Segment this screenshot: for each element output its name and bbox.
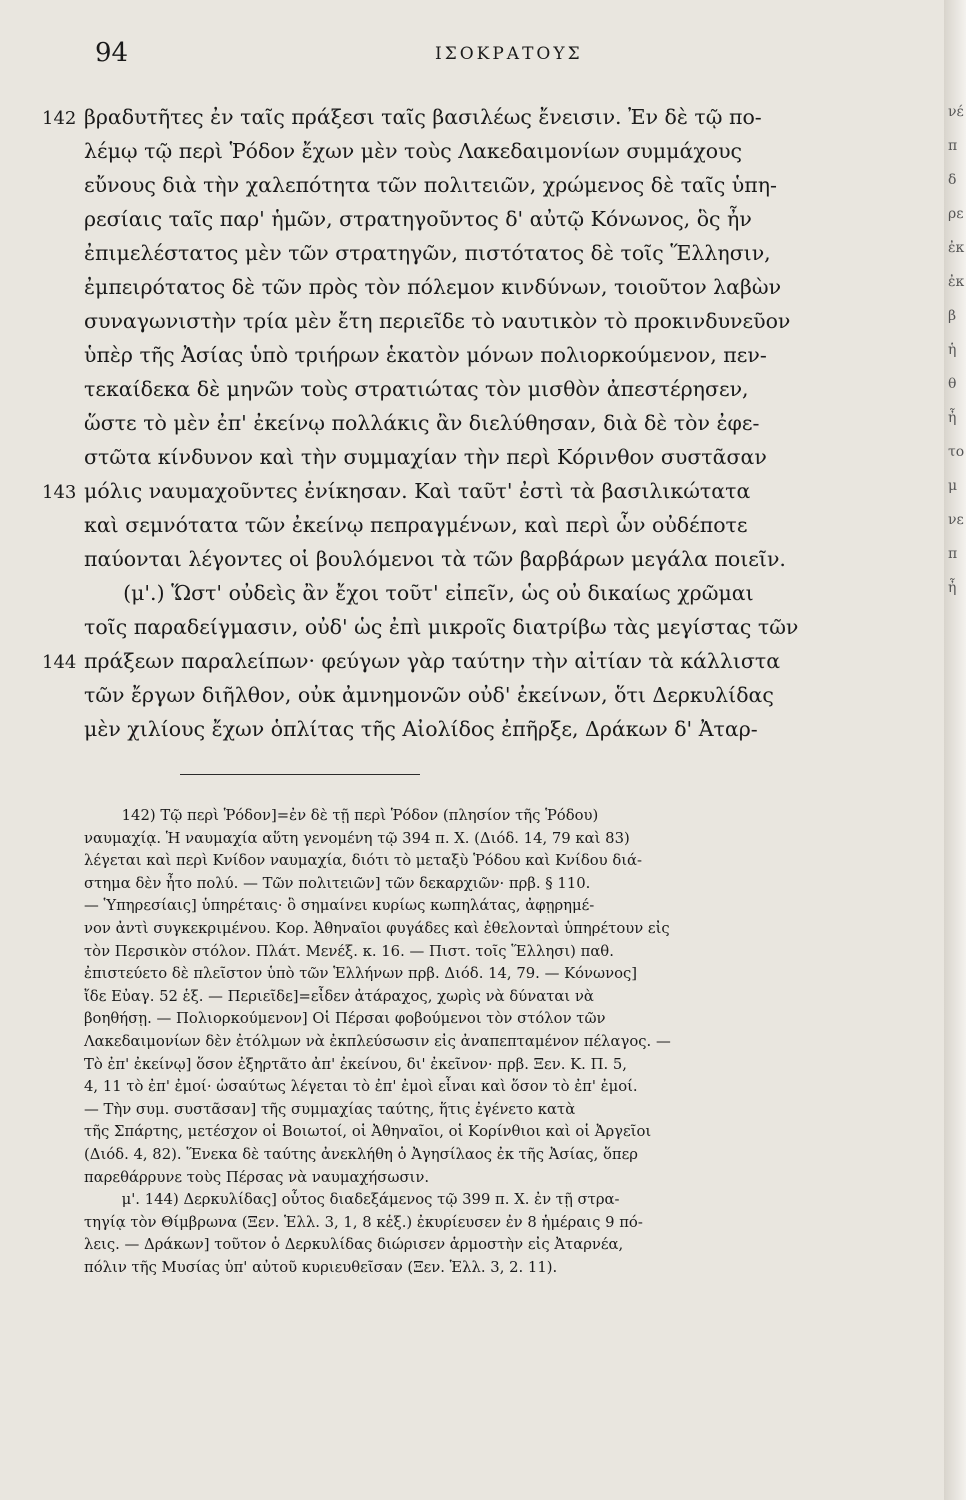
line-text: τῶν ἔργων διῆλθον, οὐκ ἀμνημονῶν οὐδ' ἐκείνων, ὅτι Δερκυλίδας (84, 683, 774, 707)
footnotes (84, 805, 909, 1279)
section-number: 143 (42, 482, 77, 503)
footnote-line: λεις. — Δράκων] τοῦτον ὁ Δερκυλίδας διώρισεν ἁρμοστὴν εἰς Ἀταρνέα, (84, 1236, 624, 1254)
line-text: μόλις ναυμαχοῦντες ἐνίκησαν. Καὶ ταῦτ' ἐστὶ τὰ βασιλικώτατα (84, 479, 751, 503)
text-line (84, 168, 909, 202)
line-text: τεκαίδεκα δὲ μηνῶν τοὺς στρατιώτας τὸν μισθὸν ἀπεστέρησεν, (84, 377, 749, 401)
text-line (84, 338, 909, 372)
text-line (84, 712, 909, 746)
line-text: ἐπιμελέστατος μὲν τῶν στρατηγῶν, πιστότατος δὲ τοῖς Ἕλλησιν, (84, 241, 771, 265)
section-number: 142 (42, 108, 77, 129)
section-number: 144 (42, 652, 77, 673)
facing-page-glyphs: νέ π δ ρε ἐκ ἐκ β ἡ θ ἦ το μ νε π ἦ (948, 104, 965, 596)
line-text: καὶ σεμνότατα τῶν ἐκείνῳ πεπραγμένων, καὶ περὶ ὧν οὐδέποτε (84, 513, 748, 537)
text-line (84, 576, 909, 610)
page-number: 94 (95, 38, 129, 68)
footnote-line: τὸν Περσικὸν στόλον. Πλάτ. Μενέξ. κ. 16. — Πιστ. τοῖς Ἕλλησι) παθ. (84, 942, 614, 960)
footnote-line: 4, 11 τὸ ἐπ' ἐμοί· ὡσαύτως λέγεται τὸ ἐπ' ἐμοὶ εἶναι καὶ ὅσον τὸ ἐπ' ἐμοί. (84, 1078, 638, 1096)
footnote-line: πόλιν τῆς Μυσίας ὑπ' αὐτοῦ κυριευθεῖσαν (Ξεν. Ἑλλ. 3, 2. 11). (84, 1258, 558, 1276)
line-text: λέμῳ τῷ περὶ Ῥόδον ἔχων μὲν τοὺς Λακεδαιμονίων συμμάχους (84, 139, 743, 163)
text-line (84, 610, 909, 644)
main-text (42, 100, 909, 746)
line-text: εὔνους διὰ τὴν χαλεπότητα τῶν πολιτειῶν, χρώμενος δὲ ταῖς ὑπη- (84, 173, 777, 197)
footnote-line: μ'. 144) Δερκυλίδας] οὗτος διαδεξάμενος τῷ 399 π. Χ. ἐν τῇ στρα- (84, 1191, 620, 1209)
footnote-line: Λακεδαιμονίων δὲν ἐτόλμων νὰ ἐκπλεύσωσιν εἰς ἀναπεπταμένον πέλαγος. — (84, 1032, 671, 1050)
page-header (95, 38, 875, 78)
line-text: ἐμπειρότατος δὲ τῶν πρὸς τὸν πόλεμον κινδύνων, τοιοῦτον λαβὼν (84, 275, 782, 299)
facing-page-edge (944, 0, 966, 1500)
text-line (84, 270, 909, 304)
line-text: (μ'.) Ὥστ' οὐδεὶς ἂν ἔχοι τοῦτ' εἰπεῖν, ὡς οὐ δικαίως χρῶμαι (84, 581, 754, 605)
footnote-line: νον ἀντὶ συγκεκριμένου. Κορ. Ἀθηναῖοι φυγάδες καὶ ἐθελονταὶ ὑπηρέτουν εἰς (84, 919, 670, 937)
footnote-line: ναυμαχίᾳ. Ἡ ναυμαχία αὕτη γενομένη τῷ 394 π. Χ. (Διόδ. 14, 79 καὶ 83) (84, 829, 630, 847)
text-line (42, 474, 909, 508)
footnote-line: ἴδε Εὐαγ. 52 ἑξ. — Περιεῖδε]=εἶδεν ἀτάραχος, χωρὶς νὰ δύναται νὰ (84, 987, 594, 1005)
line-text: βραδυτῆτες ἐν ταῖς πράξεσι ταῖς βασιλέως ἔνεισιν. Ἐν δὲ τῷ πο- (84, 105, 762, 129)
line-text: συναγωνιστὴν τρία μὲν ἔτη περιεῖδε τὸ ναυτικὸν τὸ προκινδυνεῦον (84, 309, 791, 333)
text-line (84, 134, 909, 168)
text-line (42, 100, 909, 134)
text-line (84, 678, 909, 712)
line-text: τοῖς παραδείγμασιν, οὐδ' ὡς ἐπὶ μικροῖς διατρίβω τὰς μεγίστας τῶν (84, 615, 799, 639)
line-text: ὥστε τὸ μὲν ἐπ' ἐκείνῳ πολλάκις ἂν διελύθησαν, διὰ δὲ τὸν ἐφε- (84, 411, 760, 435)
footnote-line: — Ὑπηρεσίαις] ὑπηρέταις· ὃ σημαίνει κυρίως κωπηλάτας, ἀφῃρημέ- (84, 897, 595, 915)
footnote-line: τῆς Σπάρτης, μετέσχον οἱ Βοιωτοί, οἱ Ἀθηναῖοι, οἱ Κορίνθιοι καὶ οἱ Ἀργεῖοι (84, 1123, 652, 1141)
line-text: πράξεων παραλείπων· φεύγων γὰρ ταύτην τὴν αἰτίαν τὰ κάλλιστα (84, 649, 781, 673)
text-line (84, 202, 909, 236)
footnote-line: παρεθάρρυνε τοὺς Πέρσας νὰ ναυμαχήσωσιν. (84, 1168, 430, 1186)
text-line (84, 542, 909, 576)
line-text: ὑπὲρ τῆς Ἀσίας ὑπὸ τριήρων ἑκατὸν μόνων πολιορκούμενον, πεν- (84, 343, 767, 367)
footnote-line: τηγίᾳ τὸν Θίμβρωνα (Ξεν. Ἑλλ. 3, 1, 8 κἑξ.) ἐκυρίευσεν ἐν 8 ἡμέραις 9 πό- (84, 1213, 643, 1231)
line-text: ρεσίαις ταῖς παρ' ἡμῶν, στρατηγοῦντος δ' αὐτῷ Κόνωνος, ὃς ἦν (84, 207, 752, 231)
footnote-rule (180, 774, 420, 775)
line-text: στῶτα κίνδυνον καὶ τὴν συμμαχίαν τὴν περὶ Κόρινθον συστᾶσαν (84, 445, 767, 469)
footnote-line: λέγεται καὶ περὶ Κνίδον ναυμαχία, διότι τὸ μεταξὺ Ῥόδου καὶ Κνίδου διά- (84, 852, 643, 870)
text-line (84, 406, 909, 440)
footnote-line: (Διόδ. 4, 82). Ἕνεκα δὲ ταύτης ἀνεκλήθη ὁ Ἀγησίλαος ἐκ τῆς Ἀσίας, ὅπερ (84, 1145, 639, 1163)
footnote-line: — Τὴν συμ. συστᾶσαν] τῆς συμμαχίας ταύτης, ἥτις ἐγένετο κατὰ (84, 1100, 576, 1118)
footnote-line: ἐπιστεύετο δὲ πλεῖστον ὑπὸ τῶν Ἑλλήνων πρβ. Διόδ. 14, 79. — Κόνωνος] (84, 965, 638, 983)
line-text: παύονται λέγοντες οἱ βουλόμενοι τὰ τῶν βαρβάρων μεγάλα ποιεῖν. (84, 547, 786, 571)
text-line (42, 644, 909, 678)
text-line (84, 508, 909, 542)
text-line (84, 304, 909, 338)
text-line (84, 236, 909, 270)
running-head: ΙΣΟΚΡΑΤΟΥΣ (435, 44, 583, 64)
footnote-line: στημα δὲν ἦτο πολύ. — Τῶν πολιτειῶν] τῶν δεκαρχιῶν· πρβ. § 110. (84, 874, 591, 892)
footnote-line: βοηθήσῃ. — Πολιορκούμενον] Οἱ Πέρσαι φοβούμενοι τὸν στόλον τῶν (84, 1010, 606, 1028)
footnote-line: Τὸ ἐπ' ἐκείνῳ] ὅσον ἐξηρτᾶτο ἀπ' ἐκείνου, δι' ἐκεῖνον· πρβ. Ξεν. Κ. Π. 5, (84, 1055, 628, 1073)
line-text: μὲν χιλίους ἔχων ὁπλίτας τῆς Αἰολίδος ἐπῆρξε, Δράκων δ' Ἀταρ- (84, 717, 758, 741)
text-line (84, 440, 909, 474)
footnote-line: 142) Τῷ περὶ Ῥόδον]=ἐν δὲ τῇ περὶ Ῥόδον (πλησίον τῆς Ῥόδου) (84, 807, 599, 824)
text-line (84, 372, 909, 406)
